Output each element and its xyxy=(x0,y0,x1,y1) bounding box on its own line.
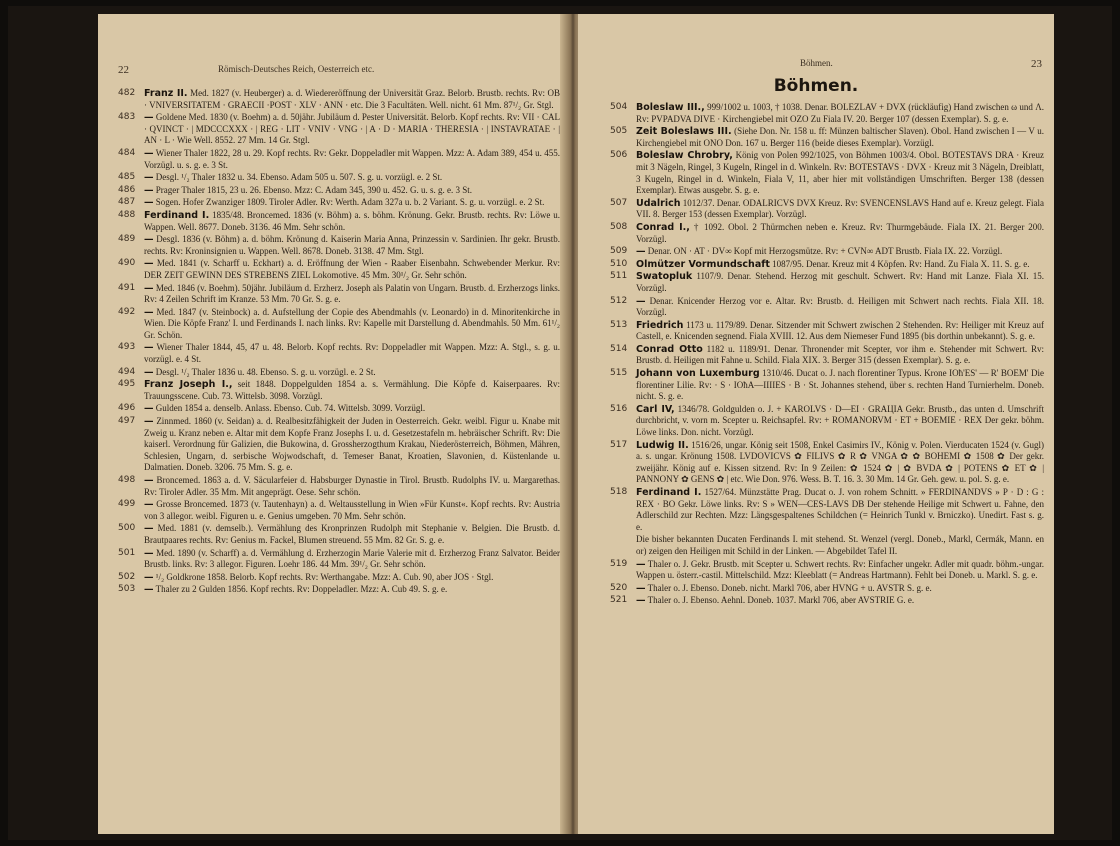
catalog-entry xyxy=(610,259,1044,271)
entry-description: Med. 1846 (v. Boehm). 50jähr. Jubiläum d. Erzherz. Joseph als Palatin von Ungarn. Brustb. d. Erzherzogs links. Rv: 4 Zeilen Schrift im Kranze. 53 Mm. 70 Gr. S. g. e. xyxy=(144,282,561,305)
catalog-entry xyxy=(118,379,560,402)
catalog-entry xyxy=(610,296,1044,319)
entry-ruler-name: Ludwig II. xyxy=(636,439,689,451)
entry-description: Desgl. ¹/₂ Thaler 1836 u. 48. Ebenso. S. g. u. vorzügl. e. 2 St. xyxy=(155,366,376,377)
entry-ruler-name: — xyxy=(144,112,154,124)
entry-ruler-name: — xyxy=(144,342,154,354)
catalog-entry xyxy=(118,342,560,365)
entry-text xyxy=(636,259,1044,271)
catalog-entry xyxy=(118,307,560,342)
entry-ruler-name: — xyxy=(144,197,154,209)
entry-number: 521 xyxy=(610,595,628,606)
entry-description: † 1092. Obol. 2 Thürmchen neben e. Kreuz. Rv: Thurmgebäude. Fiala IX. 21. Berger 200. Vorzügl. xyxy=(636,221,1045,244)
entry-text xyxy=(144,234,560,257)
entry-ruler-name: Udalrich xyxy=(636,197,681,209)
entry-text xyxy=(144,172,560,184)
entry-ruler-name: — xyxy=(636,295,646,307)
entry-ruler-name: — xyxy=(144,523,154,535)
catalog-entry xyxy=(118,584,560,596)
catalog-entry xyxy=(610,534,1044,557)
entry-text xyxy=(636,320,1044,343)
entry-text xyxy=(144,403,560,415)
entry-number: 510 xyxy=(610,258,628,269)
entry-description: König von Polen 992/1025, von Böhmen 1003/4. Obol. BOTESTAVS DRA · Kreuz mit 3 Nägeln, Ringel, 3 Kugeln, Ringel in d. Winkeln. Rv: BOTESTAVS · DVX · Kreuz mit 3 Nägeln, Dreiblatt, 3 Kugeln, Ringel in d. Winkeln, Fiala V, 11, aber hier mit vollständigen Umschriften. Berger 138 (dessen Exemplar). Etwas ausgebr. S. g. e. xyxy=(636,150,1044,196)
entry-description: 1107/9. Denar. Stehend. Herzog mit geschult. Schwert. Rv: Hand mit Lanze. Fiala XI. 15. Vorzügl. xyxy=(636,271,1044,293)
entry-ruler-name: — xyxy=(636,582,646,594)
entry-text xyxy=(636,595,1044,607)
catalog-entry xyxy=(118,258,560,281)
entry-description: (Siehe Don. Nr. 158 u. ff: Münzen baltischer Slaven). Obol. Hand zwischen I — V u. Kirchengiebel mit ONO Don. 167 u. Berger 116 (beide dieses Exemplar). Vorzügl. xyxy=(636,126,1044,148)
catalog-entry xyxy=(610,198,1044,221)
entry-ruler-name: Boleslaw III., xyxy=(636,102,705,113)
entry-ruler-name: Franz II. xyxy=(144,88,188,99)
entry-text xyxy=(144,523,560,546)
entry-number: 495 xyxy=(118,379,136,390)
entry-ruler-name: Zeit Boleslaws III. xyxy=(636,126,732,138)
catalog-entry xyxy=(118,416,560,474)
entry-text xyxy=(636,534,1044,557)
entry-description: Thaler o. J. Ebenso. Doneb. nicht. Markl 706, aber HVNG + u. AVSTR S. g. e. xyxy=(647,582,932,593)
catalog-entry xyxy=(118,148,560,171)
entry-ruler-name: — xyxy=(144,547,154,559)
entry-number: 493 xyxy=(118,342,136,353)
catalog-entry xyxy=(118,499,560,522)
entry-text xyxy=(144,307,560,342)
catalog-entry xyxy=(118,112,560,147)
left-page xyxy=(98,14,568,834)
entry-description: 1516/26, ungar. König seit 1508, Enkel Casimirs IV., König v. Polen. Vierducaten 1524 (v. Gugl) a. s. ungar. Krönung 1508. LVDOVICVS ✿ FILIVS ✿ R ✿ VNGA ✿ ✿ BOHEMI ✿ 1508 ✿ Der gekr. zweijähr. König auf e. Kissen sitzend. Rv: In 9 Zeilen: ✿ 1524 ✿ | ✿ BVDA ✿ | POTENS ✿ ET ✿ | PANNONY ✿ GENS ✿ | etc. Wie Don. 976. Wess. B. T. 16. 3. 30 Mm. 14 Gr. Geh. gew. u. pol. S. g. e. xyxy=(636,439,1045,485)
catalog-entry xyxy=(610,440,1044,486)
entry-description: 1346/78. Goldgulden o. J. + KAROLVS · D—EI · GRAЦIA Gekr. Brustb., das unten d. Umschrift durchbricht, v. vorn m. Scepter u. Reichsapfel. Rv: + ROMANORVM · ET + BOEMIE · REX Der gekr. böhm. Löwe links. Don. nicht. Vorzügl. xyxy=(636,403,1045,438)
catalog-entry xyxy=(610,126,1044,149)
left-entry-list xyxy=(118,88,560,597)
entry-number: 502 xyxy=(118,571,136,582)
entry-text xyxy=(636,368,1044,403)
catalog-entry xyxy=(610,102,1044,125)
entry-ruler-name: Boleslaw Chrobry, xyxy=(636,150,733,162)
catalog-entry xyxy=(610,271,1044,294)
entry-ruler-name: — xyxy=(144,475,154,486)
entry-text xyxy=(144,416,560,474)
entry-number: 496 xyxy=(118,403,136,414)
entry-number: 483 xyxy=(118,112,136,123)
entry-number: 488 xyxy=(118,209,136,220)
entry-description: 1527/64. Münzstätte Prag. Ducat o. J. von rohem Schnitt. » FERDINANDVS » P · D : G : REX · BO Gekr. Löwe links. Rv: S » WEN—CES-LAVS DB Der stehende Heilige mit Schwert u. Fahne, den Adlerschild zur Rechten. Mzz: Längsgespaltenes Schildchen (= Heinrich Tunkl v. Brniczko). Unedirt. Fast s. g. e. xyxy=(636,487,1044,532)
entry-description: Thaler o. J. Gekr. Brustb. mit Scepter u. Schwert rechts. Rv: Einfacher ungekr. Adler mit quadr. böhm.-ungar. Wappen u. österr.-castil. Mittelschild. Mzz: Kleeblatt (= Andreas Hartmann). Fehlt bei Doneb. u. Markl. S. g. e. xyxy=(636,558,1044,581)
section-title: Böhmen. xyxy=(773,76,859,96)
entry-text xyxy=(636,246,1044,258)
entry-text xyxy=(144,210,560,233)
entry-description: 1835/48. Broncemed. 1836 (v. Böhm) a. s. böhm. Krönung. Gekr. Brustb. rechts. Rv: Löwe u. Wappen. Well. 8677. Doneb. 3136. 46 Mm. Sehr schön. xyxy=(144,209,561,232)
entry-description: Desgl. 1836 (v. Böhm) a. d. böhm. Krönung d. Kaiserin Maria Anna, Prinzessin v. Sardinien. Ihr gekr. Brustb. rechts. Rv: Kroninsignien u. Wappen. Well. 8678. Doneb. 3138. 47 Mm. Stgl. xyxy=(144,234,561,256)
entry-description: Med. 1827 (v. Heuberger) a. d. Wiedereröffnung der Universität Graz. Belorb. Brustb. rechts. Rv: OB · VNIVERSITATEM · GRAECII ·POST · XLV · ANN · etc. Die 3 Facultäten. Well. nicht. 61 Mm. 87¹/₂ Gr. Stgl. xyxy=(144,88,561,110)
entry-description: Grosse Broncemed. 1873 (v. Tautenhayn) a. d. Weltausstellung in Wien »Für Kunst«. Kopf rechts. Rv: Austria von 3 allegor. weibl. Figuren u. e. Genius umgeben. 70 Mm. Sehr schön. xyxy=(144,499,561,521)
entry-number: 507 xyxy=(610,197,628,208)
entry-text xyxy=(636,198,1044,221)
entry-description: 1182 u. 1189/91. Denar. Thronender mit Scepter, vor ihm e. Stehender mit Schwert. Rv: Brustb. d. Heiligen mit Fahne u. Schild. Fiala XIX. 3. Berger 315 (dessen Exemplar). S. g. e. xyxy=(636,343,1045,366)
entry-ruler-name: Conrad Otto xyxy=(636,343,703,355)
left-running-title: Römisch-Deutsches Reich, Oesterreich etc. xyxy=(218,64,375,74)
entry-text xyxy=(636,296,1044,319)
entry-description: Denar. ON · AT · DV∞ Kopf mit Herzogsmütze. Rv: + CVN∞ ADT Brustb. Fiala IX. 22. Vorzügl. xyxy=(647,246,1003,257)
entry-number: 504 xyxy=(610,102,628,112)
right-page xyxy=(578,14,1054,834)
entry-number: 509 xyxy=(610,246,628,257)
entry-text xyxy=(636,222,1044,245)
entry-number: 492 xyxy=(118,306,136,317)
entry-description: Med. 1841 (v. Scharff u. Eckhart) a. d. Eröffnung der Wien - Raaber Eisenbahn. Schwebender Merkur. Rv: DER ZEIT GEWINN DES STREBENS ZIEL Lokomotive. 45 Mm. 30¹/₂ Gr. Sehr schön. xyxy=(144,258,560,280)
entry-text xyxy=(144,548,560,571)
entry-ruler-name: — xyxy=(144,282,154,294)
entry-number: 491 xyxy=(118,282,136,293)
entry-description: Die bisher bekannten Ducaten Ferdinands I. mit stehend. St. Wenzel (vergl. Doneb., Markl, Cermák, Mann. en or) zeigen den Heiligen mit Schild in der Linken. — Abgebildet Tafel II. xyxy=(636,534,1044,556)
entry-text xyxy=(144,342,560,365)
entry-ruler-name: — xyxy=(144,258,154,270)
entry-number: 494 xyxy=(118,366,136,377)
entry-text xyxy=(144,572,560,584)
entry-ruler-name: Johann von Luxemburg xyxy=(636,368,760,380)
entry-text xyxy=(636,583,1044,595)
entry-ruler-name: — xyxy=(144,147,154,159)
entry-number: 506 xyxy=(610,150,628,161)
entry-description: 1087/95. Denar. Kreuz mit 4 Köpfen. Rv: Hand. Zu Fiala X. 11. S. g. e. xyxy=(772,258,1030,269)
entry-number: 515 xyxy=(610,368,628,379)
entry-description: Thaler o. J. Ebenso. Aehnl. Doneb. 1037. Markl 706, aber AVSTRIE G. e. xyxy=(647,595,915,606)
entry-description: Zinnmed. 1860 (v. Seidan) a. d. Realbesitzfähigkeit der Juden in Oesterreich. Gekr. weibl. Figur u. Knabe mit Zweig u. Kranz neben e. Altar mit dem Kopfe Franz Josephs I. u. d. Gesetzestafeln m. hebräischer Schrift. Rv: Die kaiserl. Verordnung für Galizien, die Bukowina, d. Grossherzogthum Krakau, Niederösterreich, Böhmen, Mähren, Schlesien, Ungarn, d. serbische Wojwodschaft, d. Temeser Banat, Kroatien, Slavonien, d. Küstenlande u. Dalmatien. Doneb. 3206. 75 Mm. S. g. e. xyxy=(144,416,560,473)
entry-text xyxy=(144,88,560,111)
catalog-entry xyxy=(118,367,560,379)
entry-ruler-name: Carl IV, xyxy=(636,403,675,415)
entry-description: Med. 1890 (v. Scharff) a. d. Vermählung d. Erzherzogin Marie Valerie mit d. Erzherzog Franz Salvator. Beider Brustb. links. Rv: 3 allegor. Figuren. Loehr 186. 44 Mm. 39¹/₂ Gr. Sehr schön. xyxy=(144,547,561,570)
entry-description: Wiener Thaler 1844, 45, 47 u. 48. Belorb. Kopf rechts. Rv: Doppeladler mit Wappen. Mzz: A. Stgl., s. g. u. vorzügl. e. 4 St. xyxy=(144,342,561,365)
entry-description: Med. 1847 (v. Steinbock) a. d. Aufstellung der Copie des Abendmahls (v. Leonardo) in d. Minoritenkirche in Wien. Die Köpfe Franz' I. und Ferdinands I. nach links. Rv: Kapelle mit Darstellung d. Abendmahls. 50 Mm. 61¹/₂ Gr. Schön. xyxy=(144,306,560,340)
entry-ruler-name: Friedrich xyxy=(636,319,684,331)
entry-text xyxy=(144,258,560,281)
entry-number: 490 xyxy=(118,258,136,269)
entry-ruler-name: Ferdinand I. xyxy=(144,209,210,221)
catalog-entry xyxy=(118,523,560,546)
entry-ruler-name: — xyxy=(636,595,646,607)
entry-number: 508 xyxy=(610,221,628,232)
catalog-entry xyxy=(610,222,1044,245)
right-running-title: Böhmen. xyxy=(800,58,833,68)
entry-description: Gulden 1854 a. denselb. Anlass. Ebenso. Cub. 74. Wittelsb. 3099. Vorzügl. xyxy=(155,403,426,414)
entry-number: 484 xyxy=(118,147,136,158)
catalog-entry xyxy=(118,172,560,184)
entry-ruler-name: — xyxy=(144,234,154,246)
entry-ruler-name: Ferdinand I. xyxy=(636,487,702,498)
entry-description: Wiener Thaler 1822, 28 u. 29. Kopf rechts. Rv: Gekr. Doppeladler mit Wappen. Mzz: A. Adam 389, 454 u. 455. Vorzügl. u. s. g. e. 3 St. xyxy=(144,147,560,170)
right-entry-list xyxy=(610,102,1044,608)
entry-description: seit 1848. Doppelgulden 1854 a. s. Vermählung. Die Köpfe d. Kaiserpaares. Rv: Trauungsscene. Cub. 73. Wittelsb. 3098. Vorzügl. xyxy=(144,379,560,401)
catalog-entry xyxy=(610,404,1044,439)
catalog-entry xyxy=(610,583,1044,595)
entry-text xyxy=(144,283,560,306)
catalog-entry xyxy=(610,344,1044,367)
entry-description: Sogen. Hofer Zwanziger 1809. Tiroler Adler. Rv: Werth. Adam 327a u. b. 2 Variant. S. g. u. vorzügl. e. 2 St. xyxy=(155,197,545,208)
entry-description: Broncemed. 1863 a. d. V. Säcularfeier d. Habsburger Dynastie in Tirol. Brustb. Rudolphs IV. u. Margarethas. Rv: Tiroler Adler. 35 Mm. Mit angeprägt. Oese. Sehr schön. xyxy=(144,475,561,497)
entry-text xyxy=(144,475,560,498)
catalog-entry xyxy=(118,197,560,209)
entry-description: Thaler zu 2 Gulden 1856. Kopf rechts. Rv: Doppeladler. Mzz: A. Cub 49. S. g. e. xyxy=(155,584,448,595)
entry-text xyxy=(636,440,1044,486)
catalog-entry xyxy=(610,246,1044,258)
entry-description: 1012/37. Denar. ODALRICVS DVX Kreuz. Rv: SVENCENSLAVS Hand auf e. Kreuz gelegt. Fiala VII. 8. Berger 153 (dessen Exemplar). Vorzügl. xyxy=(636,197,1044,220)
book-spread xyxy=(8,6,1112,840)
catalog-entry xyxy=(610,150,1044,196)
entry-number: 519 xyxy=(610,558,628,569)
catalog-entry xyxy=(118,234,560,257)
entry-text xyxy=(636,102,1044,125)
entry-text xyxy=(144,185,560,197)
entry-number: 503 xyxy=(118,584,136,595)
entry-number: 500 xyxy=(118,523,136,534)
entry-number: 489 xyxy=(118,234,136,245)
entry-ruler-name: — xyxy=(144,172,154,184)
entry-number: 512 xyxy=(610,295,628,306)
catalog-entry xyxy=(118,403,560,415)
catalog-entry xyxy=(610,368,1044,403)
entry-text xyxy=(636,150,1044,196)
entry-number: 487 xyxy=(118,197,136,208)
entry-ruler-name: — xyxy=(144,571,154,583)
entry-ruler-name: Franz Joseph I., xyxy=(144,379,233,391)
entry-ruler-name: — xyxy=(636,246,646,258)
catalog-entry xyxy=(610,559,1044,582)
entry-ruler-name: — xyxy=(144,184,154,196)
entry-text xyxy=(636,487,1044,533)
entry-ruler-name: — xyxy=(144,306,154,318)
entry-text xyxy=(144,197,560,209)
entry-number: 501 xyxy=(118,547,136,558)
entry-ruler-name: — xyxy=(144,416,154,428)
entry-text xyxy=(636,344,1044,367)
entry-ruler-name: Conrad I., xyxy=(636,221,690,233)
entry-number: 513 xyxy=(610,319,628,330)
entry-number: 482 xyxy=(118,88,136,98)
entry-description: Med. 1881 (v. demselb.). Vermählung des Kronprinzen Rudolph mit Stephanie v. Belgien. Die Brustb. d. Brautpaares rechts. Rv: Genius m. Fackel, Blumen streuend. 55 Mm. 82 Gr. S. g. e. xyxy=(144,523,561,545)
left-page-number: 22 xyxy=(118,64,129,76)
entry-text xyxy=(144,112,560,147)
entry-description: Denar. Knicender Herzog vor e. Altar. Rv: Brustb. d. Heiligen mit Schwert nach rechts. Fiala XII. 18. Vorzügl. xyxy=(636,295,1044,318)
entry-description: Prager Thaler 1815, 23 u. 26. Ebenso. Mzz: C. Adam 345, 390 u. 452. G. u. s. g. e. 3 St. xyxy=(155,184,473,195)
entry-ruler-name: Swatopluk xyxy=(636,271,693,283)
entry-text xyxy=(636,126,1044,149)
entry-ruler-name: Olmützer Vormundschaft xyxy=(636,258,770,270)
right-page-number: 23 xyxy=(1031,58,1042,70)
entry-description: Goldene Med. 1830 (v. Boehm) a. d. 50jähr. Jubiläum d. Pester Universität. Belorb. Kopf rechts. Rv: VII · CAL · QVINCT · | MDCCCXXX · | REG · LIT · VNIV · VNG · | A · D · MARIA · THERESIA · | INSTAVRATAE · | AN · L · Wie Well. 8552. 27 Mm. 14 Gr. Stgl. xyxy=(144,112,561,146)
catalog-entry xyxy=(118,572,560,584)
entry-ruler-name: — xyxy=(144,584,154,596)
catalog-entry xyxy=(118,210,560,233)
entry-text xyxy=(144,379,560,402)
entry-number: 486 xyxy=(118,184,136,195)
entry-number xyxy=(610,534,636,557)
entry-description: ¹/₂ Goldkrone 1858. Belorb. Kopf rechts. Rv: Werthangabe. Mzz: A. Cub. 90, aber JOS · Stgl. xyxy=(155,571,494,582)
catalog-entry xyxy=(118,548,560,571)
entry-text xyxy=(144,148,560,171)
entry-number: 520 xyxy=(610,582,628,593)
entry-text xyxy=(144,367,560,379)
entry-text xyxy=(144,584,560,596)
entry-description: 1173 u. 1179/89. Denar. Sitzender mit Schwert zwischen 2 Stehenden. Rv: Heiliger mit Kreuz auf Castell, e. Knicenden segnend. Fiala XVIII. 12. Aus dem Niemeser Fund 1895 (bis dorthin unbekannt). S. g. e. xyxy=(636,319,1044,342)
entry-description: 1310/46. Ducat o. J. nach florentiner Typus. Krone IOħ'ES' — R' BOEM' Die florentiner Lilie. Rv: · S · IOħA—IIIIES · B · St. Johannes stehend, über s. rechten Hand Turnierhelm. Doneb. nicht. S. g. e. xyxy=(636,368,1045,402)
entry-description: Desgl. ¹/₂ Thaler 1832 u. 34. Ebenso. Adam 505 u. 507. S. g. u. vorzügl. e. 2 St. xyxy=(155,172,443,183)
entry-description: 999/1002 u. 1003, † 1038. Denar. BOLEZLAV + DVX (rückläufig) Hand zwischen ω und Λ. Rv: PVPADVA DIVE · Kirchengiebel mit OZO Zu Fiala IV. 20. Berger 107 (dessen Exemplar). S. g. e. xyxy=(636,102,1044,124)
entry-text xyxy=(636,271,1044,294)
entry-ruler-name: — xyxy=(144,499,154,511)
entry-ruler-name: — xyxy=(144,403,154,415)
catalog-entry xyxy=(118,475,560,498)
entry-text xyxy=(144,499,560,522)
entry-number: 498 xyxy=(118,475,136,485)
entry-number: 505 xyxy=(610,126,628,137)
entry-number: 516 xyxy=(610,403,628,414)
entry-number: 511 xyxy=(610,271,628,282)
entry-text xyxy=(636,404,1044,439)
entry-text xyxy=(636,559,1044,582)
entry-number: 485 xyxy=(118,172,136,183)
catalog-entry xyxy=(610,320,1044,343)
entry-number: 517 xyxy=(610,439,628,450)
entry-number: 518 xyxy=(610,487,628,497)
entry-number: 499 xyxy=(118,499,136,510)
catalog-entry xyxy=(610,487,1044,533)
catalog-entry xyxy=(118,283,560,306)
catalog-entry xyxy=(610,595,1044,607)
catalog-entry xyxy=(118,88,560,111)
entry-ruler-name: — xyxy=(144,366,154,378)
entry-number: 514 xyxy=(610,343,628,354)
catalog-entry xyxy=(118,185,560,197)
entry-number: 497 xyxy=(118,416,136,427)
entry-ruler-name: — xyxy=(636,558,646,570)
